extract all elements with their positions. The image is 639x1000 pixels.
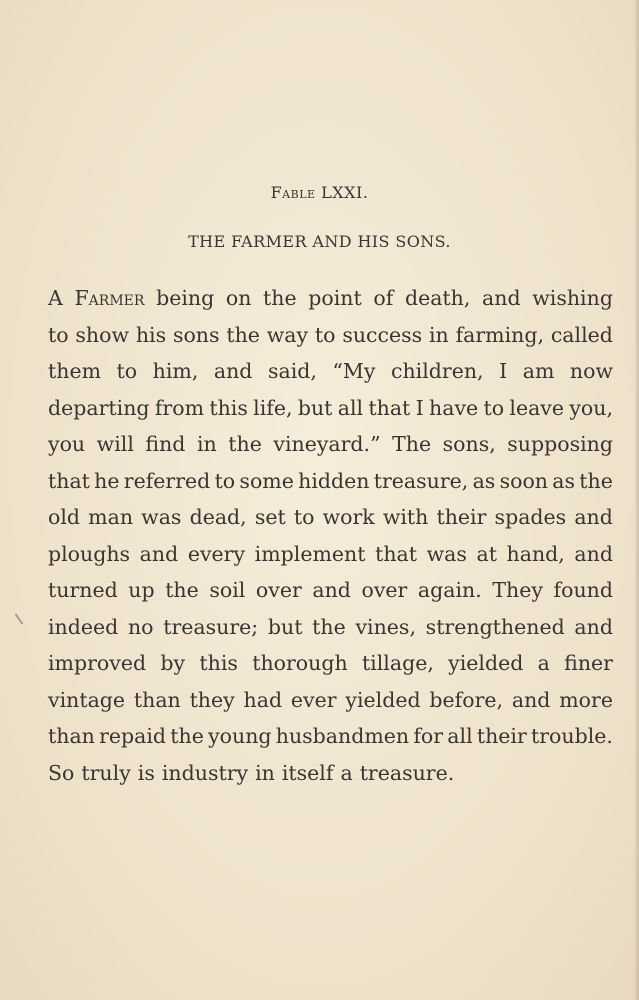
text-line — [48, 536, 613, 573]
word: point — [308, 286, 362, 310]
word: set — [254, 505, 286, 529]
word: itself — [281, 760, 334, 785]
word: way — [266, 322, 309, 347]
word: said, — [267, 359, 317, 383]
word: referred — [123, 468, 211, 493]
word: with — [382, 505, 429, 529]
word: some — [239, 468, 294, 493]
word: dead, — [189, 505, 247, 529]
word: hidden — [298, 468, 370, 493]
word: him, — [152, 359, 199, 383]
page-edge-shadow — [634, 0, 639, 1000]
word: than — [133, 687, 181, 712]
word: treasure. — [359, 760, 455, 785]
word: thorough — [252, 651, 348, 675]
text-line — [48, 499, 613, 536]
word: from — [154, 395, 205, 420]
word: The — [392, 432, 432, 456]
word: and — [574, 614, 613, 639]
word: to — [314, 322, 336, 347]
word: young — [208, 724, 272, 748]
fable-title: THE FARMER AND HIS SONS. — [188, 232, 451, 251]
word: I — [415, 395, 424, 420]
text-line — [48, 755, 613, 792]
word: their — [476, 724, 527, 748]
word: that — [368, 395, 411, 420]
word: but — [297, 395, 333, 420]
word: Farmer — [74, 286, 145, 310]
word: you — [48, 432, 86, 456]
word: vines, — [355, 614, 416, 639]
word: by — [160, 651, 186, 675]
word: industry — [161, 760, 249, 785]
word: no — [127, 614, 154, 639]
word: am — [522, 359, 555, 383]
word: to — [483, 395, 505, 420]
word: every — [187, 541, 246, 566]
word: wishing — [532, 286, 613, 310]
word: all — [447, 724, 473, 748]
word: as — [472, 468, 496, 493]
word: the — [312, 614, 346, 639]
word: sons — [172, 322, 220, 347]
word: the — [170, 724, 204, 748]
text-line — [48, 572, 613, 609]
word: he — [94, 468, 120, 493]
margin-mark — [15, 614, 24, 625]
word: this — [199, 651, 238, 675]
word: and — [312, 578, 351, 602]
word: in — [196, 432, 217, 456]
word: a — [537, 651, 550, 675]
word: that — [375, 541, 417, 566]
text-line — [48, 682, 613, 719]
word: the — [263, 286, 297, 310]
word: of — [373, 286, 394, 310]
word: in — [428, 322, 449, 347]
word: A — [48, 286, 63, 310]
word: in — [255, 760, 275, 785]
word: and — [574, 505, 613, 529]
word: find — [145, 432, 186, 456]
word: had — [243, 687, 283, 712]
word: indeed — [48, 614, 119, 639]
word: will — [96, 432, 134, 456]
word: up — [128, 578, 155, 602]
word: improved — [48, 651, 147, 675]
text-line — [48, 390, 613, 427]
word: them — [48, 359, 102, 383]
word: ever — [290, 687, 337, 712]
text-line — [48, 463, 613, 500]
word: So — [48, 760, 75, 785]
word: they — [189, 687, 235, 712]
word: have — [429, 395, 479, 420]
word: treasure, — [373, 468, 469, 493]
word: husbandmen — [275, 724, 410, 748]
word: life, — [253, 395, 293, 420]
text-line — [48, 353, 613, 390]
word: vintage — [48, 687, 126, 712]
word: soon — [499, 468, 548, 493]
word: before, — [429, 687, 504, 712]
word: you, — [569, 395, 613, 420]
word: implement — [254, 541, 366, 566]
word: sons, — [442, 432, 496, 456]
word: this — [209, 395, 248, 420]
word: all — [337, 395, 364, 420]
word: to — [48, 322, 69, 347]
word: to — [214, 468, 236, 493]
word: as — [552, 468, 576, 493]
word: over — [361, 578, 408, 602]
word: at — [476, 541, 497, 566]
word: and — [574, 541, 613, 566]
word: They — [492, 578, 543, 602]
word: I — [499, 359, 508, 383]
word: man — [88, 505, 134, 529]
word: again. — [417, 578, 482, 602]
word: work — [322, 505, 375, 529]
word: farming, — [455, 322, 545, 347]
word: truly — [81, 760, 131, 785]
word: and — [482, 286, 521, 310]
text-line — [48, 609, 613, 646]
word: the — [228, 432, 262, 456]
word: death, — [404, 286, 471, 310]
word: called — [550, 322, 613, 347]
word: a — [340, 760, 353, 785]
word: show — [75, 322, 130, 347]
word: vineyard.” — [273, 432, 381, 456]
text-line — [48, 426, 613, 463]
word: on — [225, 286, 252, 310]
word: the — [579, 468, 613, 493]
word: leave — [509, 395, 565, 420]
word: but — [267, 614, 303, 639]
word: children, — [391, 359, 484, 383]
word: the — [165, 578, 199, 602]
word: his — [135, 322, 167, 347]
text-line — [48, 317, 613, 354]
word: was — [426, 541, 467, 566]
word: and — [213, 359, 253, 383]
word: strengthened — [425, 614, 565, 639]
word: yielded — [448, 651, 524, 675]
word: was — [141, 505, 182, 529]
word: soil — [209, 578, 246, 602]
word: found — [553, 578, 613, 602]
word: that — [48, 468, 90, 493]
word: the — [226, 322, 260, 347]
word: for — [413, 724, 444, 748]
text-line — [48, 718, 613, 755]
word: now — [569, 359, 613, 383]
word: being — [156, 286, 215, 310]
word: ploughs — [48, 541, 131, 566]
word: turned — [48, 578, 118, 602]
word: more — [559, 687, 613, 712]
word: and — [511, 687, 551, 712]
fable-number: Fable LXXI. — [270, 183, 369, 202]
word: success — [342, 322, 423, 347]
word: spades — [494, 505, 567, 529]
word: treasure; — [163, 614, 259, 639]
word: repaid — [99, 724, 167, 748]
word: is — [137, 760, 155, 785]
word: and — [139, 541, 179, 566]
word: old — [48, 505, 81, 529]
text-line — [48, 645, 613, 682]
word: yielded — [345, 687, 421, 712]
word: trouble. — [531, 724, 613, 748]
word: finer — [564, 651, 613, 675]
word: to — [116, 359, 138, 383]
word: departing — [48, 395, 150, 420]
fable-body-text — [48, 280, 613, 791]
word: “My — [332, 359, 376, 383]
word: supposing — [507, 432, 613, 456]
word: hand, — [506, 541, 565, 566]
word: their — [436, 505, 487, 529]
word: tillage, — [361, 651, 434, 675]
word: over — [255, 578, 302, 602]
text-line — [48, 280, 613, 317]
word: to — [293, 505, 315, 529]
word: than — [48, 724, 95, 748]
